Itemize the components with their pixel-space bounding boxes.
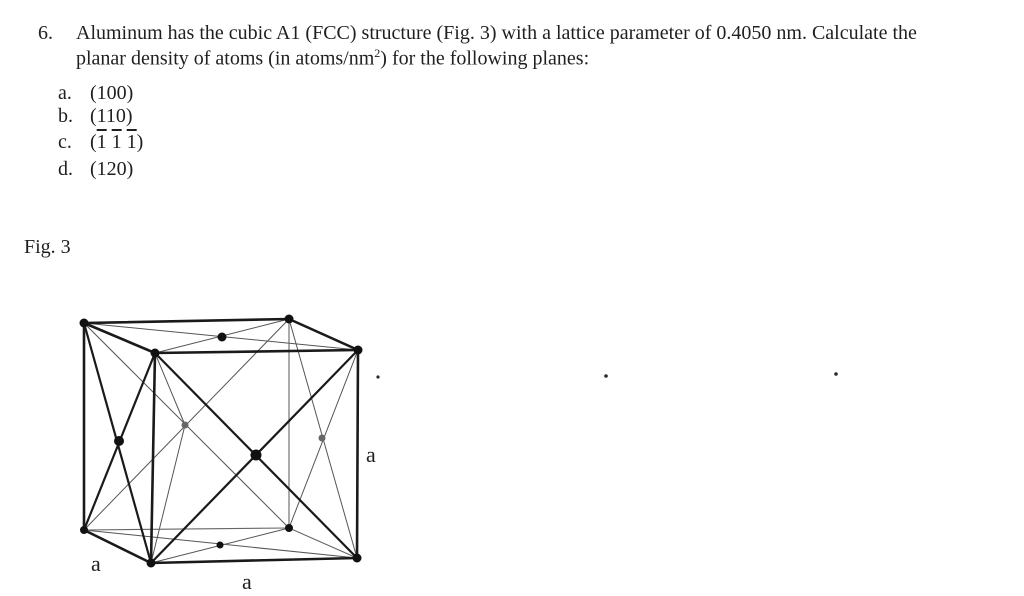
- corner-atom: [80, 319, 89, 328]
- question-number: 6.: [38, 22, 53, 44]
- face-center-atom: [319, 435, 326, 442]
- face-center-atom: [218, 333, 227, 342]
- face-diagonals: [84, 323, 358, 563]
- question-text-line2-post: ) for the following planes:: [380, 47, 590, 70]
- face-center-atom: [217, 542, 224, 549]
- part-letter: a.: [58, 82, 72, 104]
- plane-open-paren: (: [90, 131, 97, 153]
- face-center-atom: [251, 450, 262, 461]
- corner-atom: [353, 554, 362, 563]
- question-text-line1: Aluminum has the cubic A1 (FCC) structure (Fig. 3) with a lattice parameter of 0.4050 nm. Calculate the: [76, 22, 917, 44]
- face-center-atom: [182, 422, 189, 429]
- plane-index: (120): [90, 158, 134, 180]
- plane-h-bar: 1: [96, 131, 107, 153]
- stray-mark: [834, 372, 838, 376]
- corner-atom: [147, 559, 156, 568]
- question-text-line2-pre: planar density of atoms (in atoms/nm: [76, 47, 375, 70]
- part-letter: d.: [58, 158, 73, 180]
- corner-atom: [285, 524, 293, 532]
- edge-label-left: a: [91, 551, 101, 576]
- part-letter: b.: [58, 105, 73, 127]
- thin-diagonals: [84, 319, 358, 563]
- face-center-atom: [114, 436, 124, 446]
- plane-close-paren: ): [136, 131, 144, 153]
- stray-mark: [376, 375, 379, 378]
- plane-index: (100): [90, 82, 134, 104]
- corner-atom: [151, 349, 160, 358]
- corner-atom: [80, 526, 88, 534]
- plane-index: (110): [90, 105, 133, 127]
- edge-label-bottom: a: [242, 569, 252, 594]
- stray-mark: [604, 374, 608, 378]
- superscript-two: 2: [374, 46, 381, 60]
- corner-atom: [354, 346, 363, 355]
- part-letter: c.: [58, 131, 72, 153]
- plane-l-bar: 1: [126, 131, 137, 153]
- cube-edges: [84, 319, 358, 563]
- corner-atom: [285, 315, 294, 324]
- plane-k-bar: 1: [111, 131, 122, 153]
- back-edges: [84, 319, 357, 558]
- figure-label: Fig. 3: [24, 236, 71, 258]
- edge-label-right: a: [366, 442, 376, 467]
